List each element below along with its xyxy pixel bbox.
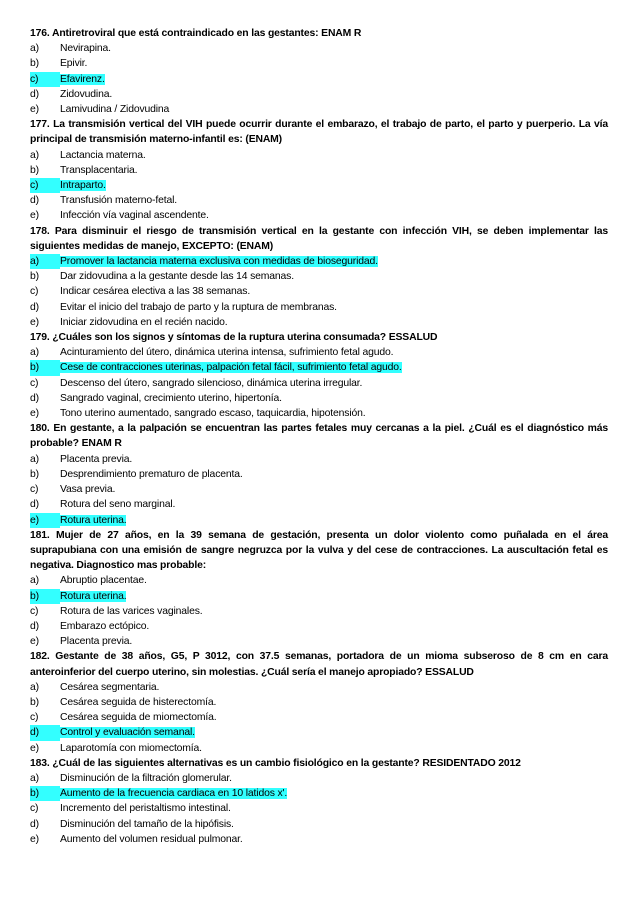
answer-option bbox=[30, 41, 608, 56]
question-block bbox=[30, 224, 608, 330]
answer-option-correct bbox=[30, 178, 608, 193]
answer-option bbox=[30, 710, 608, 725]
answer-option bbox=[30, 163, 608, 178]
answer-option bbox=[30, 391, 608, 406]
answer-option bbox=[30, 102, 608, 117]
option-letter: e) bbox=[30, 833, 39, 845]
answer-option bbox=[30, 193, 608, 208]
question-block bbox=[30, 528, 608, 650]
option-text: Transplacentaria. bbox=[60, 164, 138, 176]
option-letter: a) bbox=[30, 149, 39, 161]
option-text: Aumento del volumen residual pulmonar. bbox=[60, 833, 243, 845]
option-letter: c) bbox=[30, 72, 60, 87]
question-stem: 181. Mujer de 27 años, en la 39 semana de gestación, presenta un dolor violento como puñalada en el área suprapubiana con una emisión de sangre negruzca por la vulva y del cese de contracciones. La auscultación fetal es negativa. Diagnostico mas probable: bbox=[30, 529, 608, 572]
question-list bbox=[30, 26, 608, 847]
option-letter: e) bbox=[30, 742, 39, 754]
option-text: Transfusión materno-fetal. bbox=[60, 195, 177, 207]
question-stem: 180. En gestante, a la palpación se encuentran las partes fetales muy cercanas a la piel. ¿Cuál es el diagnóstico más probable? ENAM R bbox=[30, 423, 608, 450]
option-letter: e) bbox=[30, 636, 39, 648]
option-letter: b) bbox=[30, 58, 39, 70]
option-letter: c) bbox=[30, 178, 60, 193]
answer-option bbox=[30, 208, 608, 223]
option-text: Incremento del peristaltismo intestinal. bbox=[60, 803, 231, 815]
option-letter: d) bbox=[30, 818, 39, 830]
option-letter: e) bbox=[30, 513, 60, 528]
option-text: Cesárea seguida de miomectomía. bbox=[60, 712, 217, 724]
answer-option bbox=[30, 634, 608, 649]
answer-option bbox=[30, 467, 608, 482]
answer-option bbox=[30, 284, 608, 299]
answer-option bbox=[30, 148, 608, 163]
option-letter: e) bbox=[30, 408, 39, 420]
highlighted-answer: Rotura uterina. bbox=[60, 514, 127, 526]
answer-option bbox=[30, 680, 608, 695]
option-text: Epivir. bbox=[60, 58, 88, 70]
question-stem: 176. Antiretroviral que está contraindicado en las gestantes: ENAM R bbox=[30, 28, 362, 39]
option-letter: b) bbox=[30, 164, 39, 176]
question-stem: 178. Para disminuir el riesgo de transmisión vertical en la gestante con infección VIH, se deben implementar las siguientes medidas de manejo, EXCEPTO: (ENAM) bbox=[30, 225, 608, 252]
answer-option-correct bbox=[30, 513, 608, 528]
option-letter: b) bbox=[30, 468, 39, 480]
answer-option bbox=[30, 695, 608, 710]
highlighted-answer: Intraparto. bbox=[60, 180, 106, 192]
option-text: Tono uterino aumentado, sangrado escaso, taquicardia, hipotensión. bbox=[60, 408, 366, 420]
answer-option bbox=[30, 315, 608, 330]
option-letter: d) bbox=[30, 392, 39, 404]
option-letter: c) bbox=[30, 377, 39, 389]
option-letter: b) bbox=[30, 589, 60, 604]
answer-option-correct bbox=[30, 725, 608, 740]
highlighted-answer: Control y evaluación semanal. bbox=[60, 727, 195, 739]
highlighted-answer: Efavirenz. bbox=[60, 73, 105, 85]
highlighted-answer: Rotura uterina. bbox=[60, 590, 127, 602]
answer-option bbox=[30, 832, 608, 847]
option-letter: d) bbox=[30, 725, 60, 740]
option-text: Laparotomía con miomectomía. bbox=[60, 742, 202, 754]
answer-option bbox=[30, 604, 608, 619]
answer-option bbox=[30, 406, 608, 421]
answer-option bbox=[30, 573, 608, 588]
option-letter: d) bbox=[30, 499, 39, 511]
answer-option bbox=[30, 619, 608, 634]
option-text: Dar zidovudina a la gestante desde las 14 semanas. bbox=[60, 271, 294, 283]
option-text: Disminución de la filtración glomerular. bbox=[60, 772, 232, 784]
option-letter: b) bbox=[30, 786, 60, 801]
answer-option bbox=[30, 300, 608, 315]
answer-option bbox=[30, 56, 608, 71]
option-letter: b) bbox=[30, 696, 39, 708]
question-block bbox=[30, 117, 608, 223]
option-text: Placenta previa. bbox=[60, 636, 133, 648]
question-block bbox=[30, 330, 608, 421]
answer-option-correct bbox=[30, 72, 608, 87]
question-stem: 183. ¿Cuál de las siguientes alternativas es un cambio fisiológico en la gestante? RESIDENTADO 2012 bbox=[30, 757, 521, 769]
answer-option-correct bbox=[30, 589, 608, 604]
option-letter: e) bbox=[30, 316, 39, 328]
answer-option bbox=[30, 345, 608, 360]
option-letter: a) bbox=[30, 453, 39, 465]
question-block bbox=[30, 649, 608, 755]
answer-option bbox=[30, 801, 608, 816]
option-text: Iniciar zidovudina en el recién nacido. bbox=[60, 316, 228, 328]
option-letter: d) bbox=[30, 88, 39, 100]
option-text: Cesárea segmentaria. bbox=[60, 681, 160, 693]
answer-option bbox=[30, 269, 608, 284]
option-text: Indicar cesárea electiva a las 38 semanas. bbox=[60, 286, 251, 298]
highlighted-answer: Aumento de la frecuencia cardiaca en 10 latidos x'. bbox=[60, 788, 288, 800]
option-text: Rotura del seno marginal. bbox=[60, 499, 176, 511]
answer-option bbox=[30, 771, 608, 786]
option-letter: c) bbox=[30, 803, 39, 815]
option-letter: d) bbox=[30, 195, 39, 207]
option-letter: e) bbox=[30, 210, 39, 222]
option-letter: b) bbox=[30, 271, 39, 283]
option-text: Lactancia materna. bbox=[60, 149, 146, 161]
option-letter: d) bbox=[30, 301, 39, 313]
option-letter: a) bbox=[30, 575, 39, 587]
option-letter: a) bbox=[30, 254, 60, 269]
answer-option bbox=[30, 817, 608, 832]
option-letter: a) bbox=[30, 43, 39, 55]
option-text: Placenta previa. bbox=[60, 453, 133, 465]
answer-option bbox=[30, 497, 608, 512]
option-letter: a) bbox=[30, 347, 39, 359]
option-text: Cesárea seguida de histerectomía. bbox=[60, 696, 217, 708]
option-text: Disminución del tamaño de la hipófisis. bbox=[60, 818, 234, 830]
answer-option bbox=[30, 376, 608, 391]
option-letter: d) bbox=[30, 620, 39, 632]
option-letter: c) bbox=[30, 605, 39, 617]
option-letter: c) bbox=[30, 286, 39, 298]
option-letter: b) bbox=[30, 360, 60, 375]
answer-option bbox=[30, 87, 608, 102]
answer-option-correct bbox=[30, 360, 608, 375]
option-text: Sangrado vaginal, crecimiento uterino, hipertonía. bbox=[60, 392, 282, 404]
question-stem: 182. Gestante de 38 años, G5, P 3012, con 37.5 semanas, portadora de un mioma subseroso de 8 cm en cara anteroinferior del cuerpo uterino, sin molestias. ¿Cuál sería el manejo apropiado? ESSALUD bbox=[30, 651, 608, 678]
option-text: Lamivudina / Zidovudina bbox=[60, 104, 170, 116]
answer-option-correct bbox=[30, 786, 608, 801]
highlighted-answer: Promover la lactancia materna exclusiva con medidas de bioseguridad. bbox=[60, 256, 378, 268]
answer-option bbox=[30, 741, 608, 756]
option-letter: c) bbox=[30, 484, 39, 496]
question-stem: 177. La transmisión vertical del VIH puede ocurrir durante el embarazo, el trabajo de parto, el parto y puerperio. La vía principal de transmisión materno-infantil es: (ENAM) bbox=[30, 119, 608, 146]
question-block bbox=[30, 756, 608, 847]
option-letter: e) bbox=[30, 104, 39, 116]
option-letter: c) bbox=[30, 712, 39, 724]
option-text: Acinturamiento del útero, dinámica uterina intensa, sufrimiento fetal agudo. bbox=[60, 347, 394, 359]
option-text: Infección vía vaginal ascendente. bbox=[60, 210, 209, 222]
answer-option bbox=[30, 452, 608, 467]
option-text: Evitar el inicio del trabajo de parto y la ruptura de membranas. bbox=[60, 301, 337, 313]
option-text: Desprendimiento prematuro de placenta. bbox=[60, 468, 243, 480]
option-text: Rotura de las varices vaginales. bbox=[60, 605, 203, 617]
answer-option-correct bbox=[30, 254, 608, 269]
question-block bbox=[30, 421, 608, 527]
option-text: Descenso del útero, sangrado silencioso, dinámica uterina irregular. bbox=[60, 377, 363, 389]
question-stem: 179. ¿Cuáles son los signos y síntomas de la ruptura uterina consumada? ESSALUD bbox=[30, 332, 438, 344]
highlighted-answer: Cese de contracciones uterinas, palpación fetal fácil, sufrimiento fetal agudo. bbox=[60, 362, 402, 374]
option-text: Nevirapina. bbox=[60, 43, 111, 55]
option-letter: a) bbox=[30, 681, 39, 693]
question-block bbox=[30, 26, 608, 117]
option-text: Vasa previa. bbox=[60, 484, 116, 496]
answer-option bbox=[30, 482, 608, 497]
option-text: Embarazo ectópico. bbox=[60, 620, 150, 632]
option-text: Abruptio placentae. bbox=[60, 575, 147, 587]
option-text: Zidovudina. bbox=[60, 88, 113, 100]
option-letter: a) bbox=[30, 772, 39, 784]
